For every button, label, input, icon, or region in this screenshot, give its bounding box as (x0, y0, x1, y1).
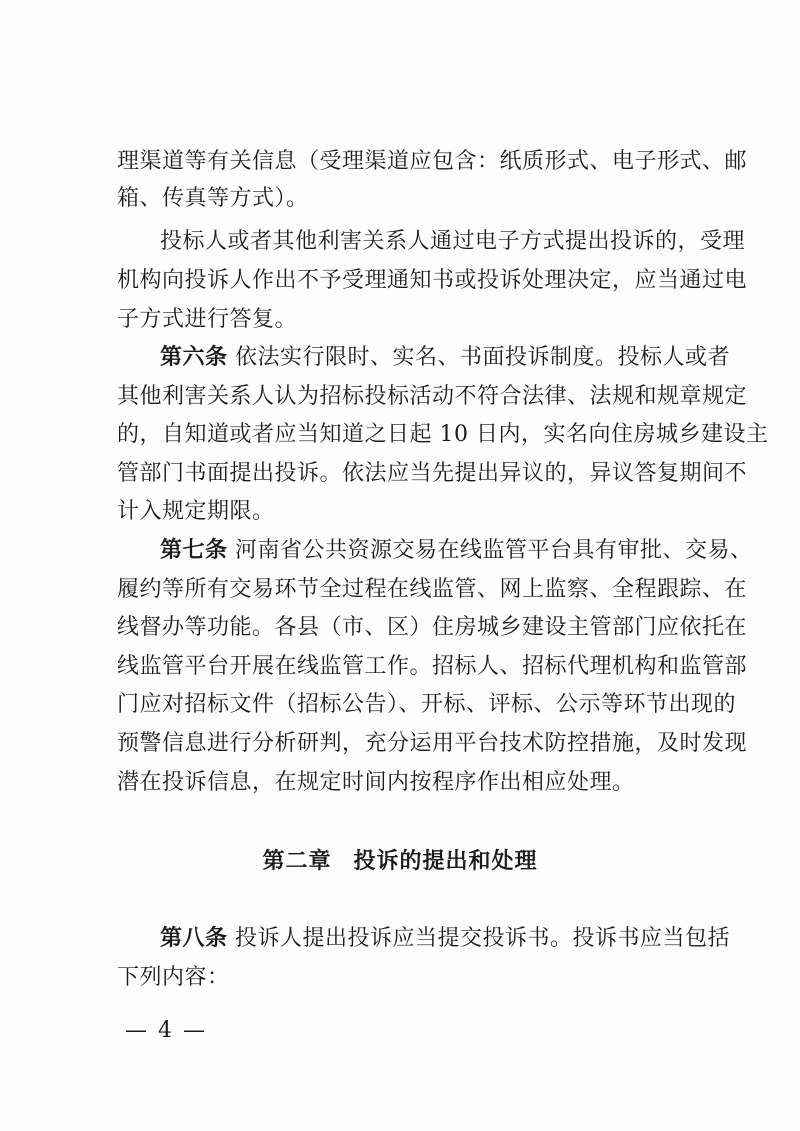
article-7-first-line (160, 540, 753, 562)
text-line: 门应对招标文件（招标公告）、开标、评标、公示等环节出现的 (117, 692, 737, 717)
text-line: 管部门书面提出投诉。依法应当先提出异议的，异议答复期间不 (117, 461, 748, 486)
chapter-title: 投诉的提出和处理 (353, 849, 538, 874)
text-line: 依法实行限时、实名、书面投诉制度。投标人或者 (235, 345, 731, 370)
text-line: 箱、传真等方式）。 (117, 186, 309, 211)
chapter-number: 第二章 (262, 849, 332, 874)
text-line: 线督办等功能。各县（市、区）住房城乡建设主管部门应依托在 (117, 615, 748, 640)
text-line: 下列内容： (117, 965, 230, 990)
page-number: — 4 — (125, 1018, 207, 1043)
text-line: 预警信息进行分析研判，充分运用平台技术防控措施，及时发现 (117, 731, 748, 756)
chapter-heading (0, 851, 800, 873)
text-line: 计入规定期限。 (117, 499, 275, 524)
text-line: 河南省公共资源交易在线监管平台具有审批、交易、 (235, 538, 753, 563)
article-label: 第六条 (160, 345, 228, 370)
text-line: 线监管平台开展在线监管工作。招标人、招标代理机构和监管部 (117, 654, 748, 679)
article-label: 第八条 (160, 926, 228, 951)
text-line: 其他利害关系人认为招标投标活动不符合法律、法规和规章规定 (117, 384, 748, 409)
article-6-first-line (160, 347, 730, 369)
article-label: 第七条 (160, 538, 228, 563)
text-line: 子方式进行答复。 (117, 307, 298, 332)
text-line: 履约等所有交易环节全过程在线监管、网上监察、全程跟踪、在 (117, 577, 748, 602)
text-line: 理渠道等有关信息（受理渠道应包含：纸质形式、电子形式、邮 (117, 149, 748, 174)
text-line: 投诉人提出投诉应当提交投诉书。投诉书应当包括 (235, 926, 731, 951)
text-line: 潜在投诉信息，在规定时间内按程序作出相应处理。 (117, 770, 635, 795)
text-line: 机构向投诉人作出不予受理通知书或投诉处理决定，应当通过电 (117, 268, 748, 293)
text-line: 的，自知道或者应当知道之日起 10 日内，实名向住房城乡建设主 (117, 422, 769, 447)
article-8-first-line (160, 928, 730, 950)
text-line: 投标人或者其他利害关系人通过电子方式提出投诉的，受理 (160, 229, 746, 254)
